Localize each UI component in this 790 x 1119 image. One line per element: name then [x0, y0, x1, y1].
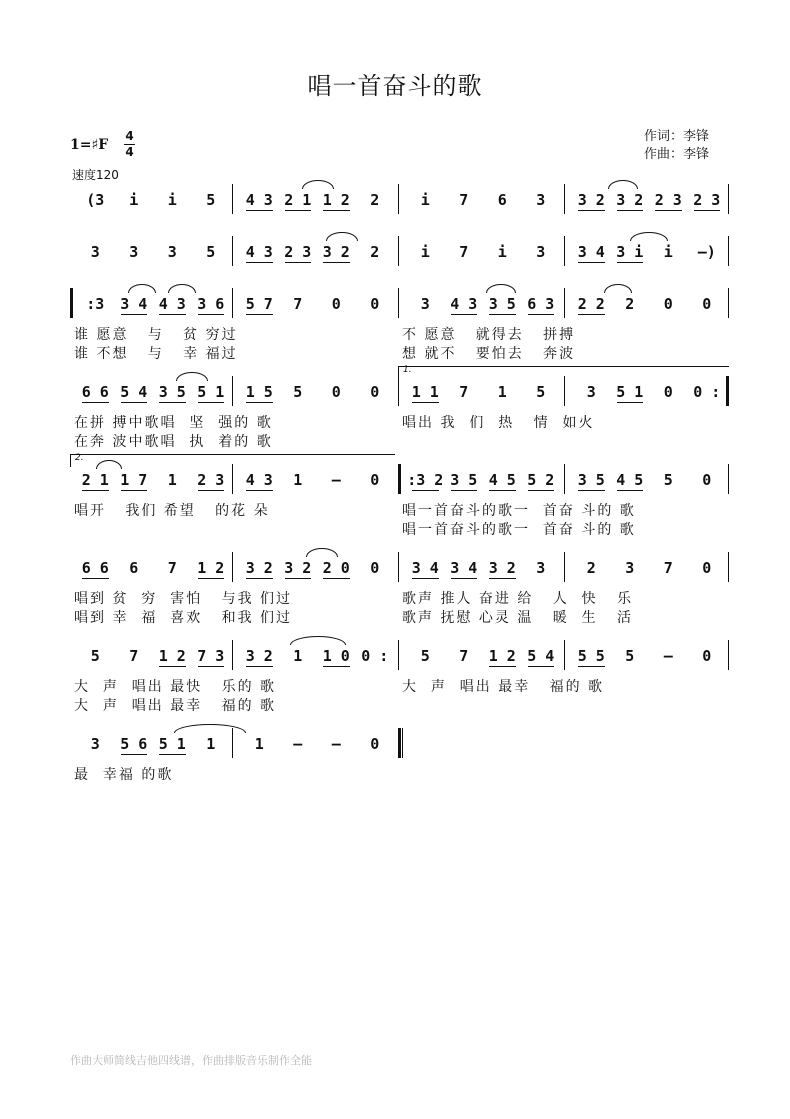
- bar-line: [728, 236, 729, 266]
- beam-underline: [528, 490, 555, 491]
- note-group: i: [129, 191, 139, 209]
- beam-underline: [121, 402, 148, 403]
- beam-underline: [246, 578, 273, 579]
- note-group: 5 4: [527, 647, 555, 665]
- beam-underline: [198, 578, 225, 579]
- bar-line: [564, 288, 565, 318]
- slur-mark: [176, 372, 208, 381]
- note-group: 6: [497, 191, 507, 209]
- note-group: 6 6: [81, 383, 109, 401]
- lyric-line: 唱到 幸 福 喜欢 和我 们过: [74, 610, 293, 626]
- bar-line: [232, 184, 233, 214]
- note-group: 2 3: [693, 191, 721, 209]
- beam-underline: [451, 490, 478, 491]
- bar-line: [232, 640, 233, 670]
- bar-line: [232, 376, 233, 406]
- key-signature: 1=♯F: [70, 137, 109, 153]
- slur-mark: [290, 636, 346, 645]
- bar-line: [232, 552, 233, 582]
- bar-line: [564, 640, 565, 670]
- beam-underline: [246, 490, 273, 491]
- note-group: –: [331, 471, 341, 489]
- note-group: 0: [370, 559, 380, 577]
- note-group: 6 3: [527, 295, 555, 313]
- beam-underline: [198, 314, 225, 315]
- beam-underline: [578, 314, 605, 315]
- beam-underline: [528, 666, 555, 667]
- note-group: 3 2: [616, 191, 644, 209]
- note-group: 3: [90, 735, 100, 753]
- beam-underline: [159, 666, 186, 667]
- lyric-line: 唱一首奋斗的歌一 首奋 斗的 歌: [402, 503, 636, 519]
- note-group: 3 2: [577, 191, 605, 209]
- beam-underline: [82, 578, 109, 579]
- bar-line: [564, 552, 565, 582]
- slur-mark: [326, 232, 358, 241]
- note-group: 3 6: [197, 295, 225, 313]
- note-group: 7: [293, 295, 303, 313]
- note-group: 3 4: [411, 559, 439, 577]
- bar-line: [398, 376, 399, 406]
- note-group: 0: [370, 383, 380, 401]
- beam-underline: [198, 402, 225, 403]
- volta-bracket: [398, 366, 729, 379]
- beam-underline: [617, 402, 644, 403]
- note-group: 5: [536, 383, 546, 401]
- note-group: 3 i: [616, 243, 644, 261]
- note-group: –: [663, 647, 673, 665]
- note-group: 1: [254, 735, 264, 753]
- note-group: 1 2: [322, 191, 350, 209]
- note-group: 3: [536, 191, 546, 209]
- lyric-line: 最 幸福 的歌: [74, 767, 174, 783]
- note-group: 3: [586, 383, 596, 401]
- note-group: 5: [625, 647, 635, 665]
- bar-line: [728, 184, 729, 214]
- note-group: 0: [702, 295, 712, 313]
- beam-underline: [246, 666, 273, 667]
- beam-underline: [489, 666, 516, 667]
- slur-mark: [486, 284, 516, 293]
- beam-underline: [578, 210, 605, 211]
- note-group: 1 1: [411, 383, 439, 401]
- beam-underline: [578, 490, 605, 491]
- beam-underline: [82, 402, 109, 403]
- note-group: 7: [129, 647, 139, 665]
- lyric-line: 在拼 搏中歌唱 坚 强的 歌: [74, 415, 273, 431]
- note-group: 1 2: [158, 647, 186, 665]
- repeat-start-bar: [398, 464, 401, 494]
- final-bar-thin: [402, 728, 403, 758]
- note-group: 3 4: [120, 295, 148, 313]
- note-group: 0: [702, 559, 712, 577]
- note-group: 3: [625, 559, 635, 577]
- beam-underline: [451, 314, 478, 315]
- note-group: :3: [86, 295, 105, 313]
- beam-underline: [246, 262, 273, 263]
- note-group: 3: [90, 243, 100, 261]
- note-group: 5 1: [158, 735, 186, 753]
- beam-underline: [246, 210, 273, 211]
- beam-underline: [451, 578, 478, 579]
- bar-line: [564, 464, 565, 494]
- note-group: 0: [331, 295, 341, 313]
- note-group: 4 5: [616, 471, 644, 489]
- beam-underline: [489, 490, 516, 491]
- slur-mark: [306, 548, 338, 557]
- note-group: 3 2: [284, 559, 312, 577]
- beam-underline: [489, 578, 516, 579]
- note-group: 5 5: [577, 647, 605, 665]
- lyric-line: 在奔 波中歌唱 执 着的 歌: [74, 434, 273, 450]
- note-group: 4 3: [158, 295, 186, 313]
- bar-line: [398, 184, 399, 214]
- note-group: 7: [459, 243, 469, 261]
- note-group: 2: [370, 191, 380, 209]
- slur-mark: [630, 232, 668, 241]
- note-line: [0, 188, 790, 212]
- note-group: 1: [293, 647, 303, 665]
- note-line: [0, 380, 790, 404]
- note-group: 5: [206, 243, 216, 261]
- slur-mark: [604, 284, 632, 293]
- repeat-start-bar: [70, 288, 73, 318]
- beam-underline: [578, 262, 605, 263]
- note-group: 4 3: [245, 191, 273, 209]
- time-bottom: 4: [125, 145, 134, 159]
- note-group: 2 3: [197, 471, 225, 489]
- beam-underline: [323, 210, 350, 211]
- note-group: 1 0: [322, 647, 350, 665]
- note-group: 1 5: [245, 383, 273, 401]
- volta-number: 2.: [75, 453, 84, 463]
- note-group: 2 3: [284, 243, 312, 261]
- bar-line: [728, 640, 729, 670]
- note-group: 1 7: [120, 471, 148, 489]
- note-group: 1 2: [488, 647, 516, 665]
- beam-underline: [159, 314, 186, 315]
- beam-underline: [655, 210, 682, 211]
- note-group: 5: [420, 647, 430, 665]
- note-line: [0, 240, 790, 264]
- bar-line: [564, 376, 565, 406]
- note-group: 4 5: [488, 471, 516, 489]
- note-group: 3 2: [488, 559, 516, 577]
- note-group: 7: [167, 559, 177, 577]
- beam-underline: [285, 210, 312, 211]
- bar-line: [728, 552, 729, 582]
- slur-mark: [302, 180, 334, 189]
- beam-underline: [246, 402, 273, 403]
- beam-underline: [323, 666, 350, 667]
- beam-underline: [528, 314, 555, 315]
- note-group: 1 2: [197, 559, 225, 577]
- note-group: 3: [167, 243, 177, 261]
- note-group: 5 1: [616, 383, 644, 401]
- note-group: 4 3: [245, 471, 273, 489]
- bar-line: [728, 288, 729, 318]
- note-group: 3: [536, 243, 546, 261]
- note-group: 2 1: [284, 191, 312, 209]
- note-group: 3: [420, 295, 430, 313]
- slur-mark: [168, 284, 196, 293]
- bar-line: [564, 184, 565, 214]
- lyric-line: 歌声 推人 奋进 给 人 快 乐: [402, 591, 633, 607]
- note-group: 3: [129, 243, 139, 261]
- note-group: i: [663, 243, 673, 261]
- note-group: i: [167, 191, 177, 209]
- note-group: 2 3: [654, 191, 682, 209]
- slur-mark: [608, 180, 638, 189]
- credits: [644, 128, 709, 164]
- note-group: 2: [625, 295, 635, 313]
- note-group: 5 7: [245, 295, 273, 313]
- beam-underline: [121, 314, 148, 315]
- note-group: 5 6: [120, 735, 148, 753]
- note-group: 0 :: [693, 383, 721, 401]
- note-group: 3 5: [577, 471, 605, 489]
- lyric-line: 唱到 贫 穷 害怕 与我 们过: [74, 591, 293, 607]
- lyric-line: 唱开 我们 希望 的花 朵: [74, 503, 270, 519]
- note-line: [0, 468, 790, 492]
- note-group: 6 6: [81, 559, 109, 577]
- beam-underline: [617, 490, 644, 491]
- note-group: 7: [459, 191, 469, 209]
- slur-mark: [128, 284, 156, 293]
- note-line: [0, 732, 790, 756]
- beam-underline: [323, 578, 350, 579]
- note-group: –: [293, 735, 303, 753]
- note-group: 5: [293, 383, 303, 401]
- lyric-line: 大 声 唱出 最幸 福的 歌: [74, 698, 277, 714]
- beam-underline: [617, 262, 644, 263]
- note-group: i: [420, 191, 430, 209]
- bar-line: [398, 236, 399, 266]
- repeat-end-bar: [726, 376, 729, 406]
- lyric-line: 想 就不 要怕去 奔波: [402, 346, 576, 362]
- volta-number: 1.: [403, 365, 412, 375]
- note-line: [0, 292, 790, 316]
- note-group: 1: [497, 383, 507, 401]
- note-group: 2 0: [322, 559, 350, 577]
- note-group: i: [420, 243, 430, 261]
- beam-underline: [198, 666, 225, 667]
- note-group: (3: [86, 191, 105, 209]
- bar-line: [398, 552, 399, 582]
- note-group: 5 1: [197, 383, 225, 401]
- note-group: 5 4: [120, 383, 148, 401]
- time-top: 4: [125, 129, 134, 143]
- note-group: 4 3: [245, 243, 273, 261]
- lyric-line: 不 愿意 就得去 拼搏: [402, 327, 576, 343]
- note-group: 0: [331, 383, 341, 401]
- beam-underline: [198, 490, 225, 491]
- lyric-line: 唱出 我 们 热 情 如火: [402, 415, 595, 431]
- note-group: 1: [167, 471, 177, 489]
- note-group: 7 3: [197, 647, 225, 665]
- note-group: 0: [370, 735, 380, 753]
- note-line: [0, 644, 790, 668]
- note-group: 1: [206, 735, 216, 753]
- note-group: –): [697, 243, 716, 261]
- note-group: 3 4: [450, 559, 478, 577]
- note-group: 0 :: [361, 647, 389, 665]
- beam-underline: [412, 490, 439, 491]
- beam-underline: [159, 402, 186, 403]
- bar-line: [564, 236, 565, 266]
- beam-underline: [412, 578, 439, 579]
- note-group: 2 1: [81, 471, 109, 489]
- note-group: 3 2: [245, 647, 273, 665]
- note-group: 3 5: [158, 383, 186, 401]
- lyric-line: 歌声 抚慰 心灵 温 暖 生 活: [402, 610, 633, 626]
- note-group: 0: [370, 295, 380, 313]
- note-group: 5: [663, 471, 673, 489]
- time-signature: [124, 130, 135, 159]
- note-group: –: [331, 735, 341, 753]
- note-group: 0: [702, 471, 712, 489]
- final-bar: [398, 728, 401, 758]
- lyric-line: 大 声 唱出 最快 乐的 歌: [74, 679, 277, 695]
- note-group: 0: [663, 295, 673, 313]
- note-group: 3 5: [488, 295, 516, 313]
- bar-line: [232, 464, 233, 494]
- note-line: [0, 556, 790, 580]
- beam-underline: [578, 666, 605, 667]
- beam-underline: [285, 262, 312, 263]
- note-group: 7: [459, 647, 469, 665]
- lyric-line: 谁 愿意 与 贫 穷过: [74, 327, 238, 343]
- note-group: 1: [293, 471, 303, 489]
- note-group: 0: [702, 647, 712, 665]
- bar-line: [232, 288, 233, 318]
- note-group: 0: [663, 383, 673, 401]
- lyric-line: 谁 不想 与 幸 福过: [74, 346, 238, 362]
- note-group: :3 2: [407, 471, 444, 489]
- beam-underline: [412, 402, 439, 403]
- beam-underline: [694, 210, 721, 211]
- footer-watermark: 作曲大师简线吉他四线谱，作曲排版音乐制作全能: [70, 1054, 312, 1067]
- beam-underline: [617, 210, 644, 211]
- note-group: 0: [370, 471, 380, 489]
- note-group: 4 3: [450, 295, 478, 313]
- note-group: 2: [370, 243, 380, 261]
- beam-underline: [159, 754, 186, 755]
- note-group: 6: [129, 559, 139, 577]
- note-group: 5 2: [527, 471, 555, 489]
- beam-underline: [285, 578, 312, 579]
- note-group: 3 5: [450, 471, 478, 489]
- beam-underline: [82, 490, 109, 491]
- tempo-marking: 速度120: [72, 168, 119, 182]
- note-group: 7: [663, 559, 673, 577]
- note-group: 2: [586, 559, 596, 577]
- note-group: 3 2: [245, 559, 273, 577]
- beam-underline: [246, 314, 273, 315]
- bar-line: [398, 288, 399, 318]
- composer: 作曲：李锋: [644, 147, 710, 162]
- note-group: 3 2: [322, 243, 350, 261]
- lyricist: 作词：李锋: [644, 129, 710, 144]
- note-group: 5: [90, 647, 100, 665]
- bar-line: [728, 464, 729, 494]
- note-group: 3 4: [577, 243, 605, 261]
- beam-underline: [489, 314, 516, 315]
- beam-underline: [323, 262, 350, 263]
- lyric-line: 大 声 唱出 最幸 福的 歌: [402, 679, 605, 695]
- lyric-line: 唱一首奋斗的歌一 首奋 斗的 歌: [402, 522, 636, 538]
- beam-underline: [121, 490, 148, 491]
- note-group: 3: [536, 559, 546, 577]
- bar-line: [232, 236, 233, 266]
- note-group: 5: [206, 191, 216, 209]
- note-group: 7: [459, 383, 469, 401]
- beam-underline: [121, 754, 148, 755]
- slur-mark: [174, 724, 246, 733]
- note-group: i: [497, 243, 507, 261]
- note-group: 2 2: [577, 295, 605, 313]
- bar-line: [398, 640, 399, 670]
- song-title: 唱一首奋斗的歌: [307, 72, 483, 100]
